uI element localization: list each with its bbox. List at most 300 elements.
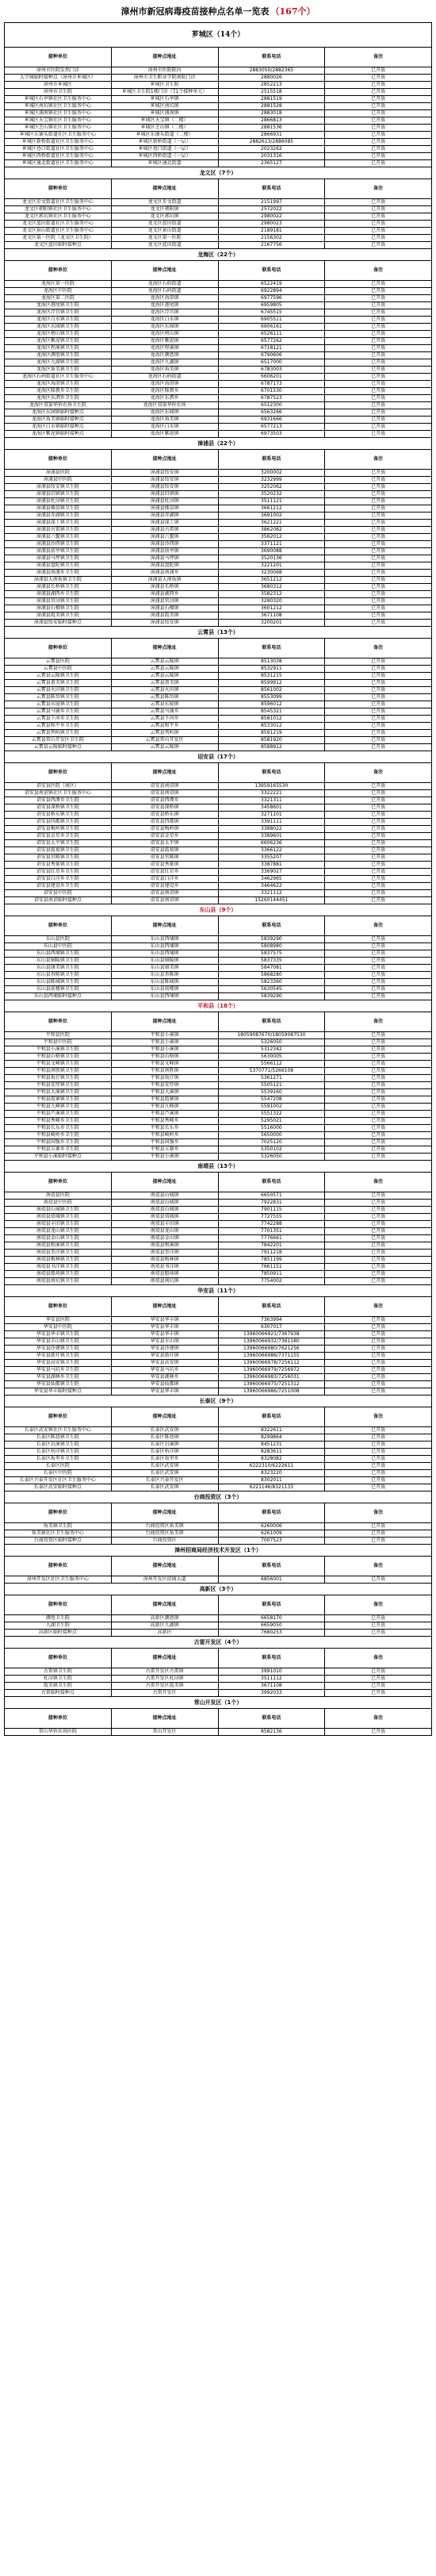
site-status: 已开放 bbox=[325, 1427, 432, 1434]
site-name: 龙海区九湖镇卫生院 bbox=[5, 359, 112, 367]
site-address: 古雷开发区杜浔镇 bbox=[111, 1676, 218, 1683]
site-phone: 6973503 bbox=[218, 431, 325, 438]
table-row bbox=[5, 958, 432, 965]
site-status: 已开放 bbox=[325, 352, 432, 359]
table-row bbox=[5, 1046, 432, 1054]
table-row bbox=[5, 883, 432, 890]
site-status: 已开放 bbox=[325, 1235, 432, 1242]
site-status: 已开放 bbox=[325, 797, 432, 804]
site-status: 已开放 bbox=[325, 730, 432, 737]
site-status: 已开放 bbox=[325, 1676, 432, 1683]
site-status: 已开放 bbox=[325, 1278, 432, 1285]
section-header-row bbox=[5, 751, 432, 763]
column-header-note: 备注 bbox=[325, 1297, 432, 1317]
table-row bbox=[5, 139, 432, 146]
site-status: 已开放 bbox=[325, 986, 432, 993]
site-address: 南靖县靖城镇 bbox=[111, 1214, 218, 1221]
site-name: 平和县大溪镇卫生院 bbox=[5, 1089, 112, 1096]
site-name: 芗城区东铺头街道社区卫生服务中心 bbox=[5, 132, 112, 139]
site-status: 已开放 bbox=[325, 1068, 432, 1075]
table-row bbox=[5, 612, 432, 620]
table-row bbox=[5, 1125, 432, 1132]
site-name: 平和县秀峰乡卫生院 bbox=[5, 1118, 112, 1125]
site-phone: 8591219 bbox=[218, 730, 325, 737]
site-status: 已开放 bbox=[325, 783, 432, 790]
site-name: 诏安县中医院 bbox=[5, 890, 112, 897]
site-phone: 13960066980/7621256 bbox=[218, 1346, 325, 1353]
table-row bbox=[5, 833, 432, 840]
site-name: 云霄县医院 bbox=[5, 658, 112, 666]
column-header-phone: 联系电话 bbox=[218, 1297, 325, 1317]
column-header-phone: 联系电话 bbox=[218, 1012, 325, 1032]
site-address: 云霄县陈岱镇 bbox=[111, 694, 218, 701]
site-status: 已开放 bbox=[325, 1622, 432, 1630]
section-header-row bbox=[5, 1285, 432, 1297]
site-status: 已开放 bbox=[325, 1668, 432, 1676]
site-status: 已开放 bbox=[325, 847, 432, 854]
site-phone: 18059087670/18059087530 bbox=[218, 1032, 325, 1039]
site-phone: 3562012 bbox=[218, 534, 325, 541]
site-status: 已开放 bbox=[325, 890, 432, 897]
site-phone: 7754002 bbox=[218, 1278, 325, 1285]
site-address: 诏安县四都镇 bbox=[111, 819, 218, 826]
site-phone: 3252062 bbox=[218, 484, 325, 491]
column-header-address: 接种点地址 bbox=[111, 763, 218, 783]
table-row bbox=[5, 206, 432, 213]
section-header-row bbox=[5, 167, 432, 179]
site-address: 云霄县列屿镇 bbox=[111, 730, 218, 737]
table-row bbox=[5, 1331, 432, 1338]
site-phone: 5868280 bbox=[218, 972, 325, 979]
site-status: 已开放 bbox=[325, 534, 432, 541]
title-text: 漳州市新冠病毒疫苗接种点名单一览表 bbox=[120, 6, 270, 17]
table-row bbox=[5, 1257, 432, 1264]
column-header-row bbox=[5, 916, 432, 936]
section-header: 高新区（3个） bbox=[5, 1584, 432, 1595]
site-name: 龙文区第一医院（龙文区卫生院） bbox=[5, 235, 112, 242]
site-status: 已开放 bbox=[325, 1367, 432, 1374]
site-status: 已开放 bbox=[325, 548, 432, 555]
table-row bbox=[5, 1278, 432, 1285]
site-status: 已开放 bbox=[325, 431, 432, 438]
site-status: 已开放 bbox=[325, 110, 432, 117]
site-phone: 5551322 bbox=[218, 1111, 325, 1118]
site-phone: 5350102 bbox=[218, 1146, 325, 1154]
site-status: 已开放 bbox=[325, 498, 432, 505]
table-row bbox=[5, 513, 432, 520]
site-address: 平和县南胜镇 bbox=[111, 1068, 218, 1075]
site-phone: 3862082 bbox=[218, 527, 325, 534]
table-row bbox=[5, 374, 432, 381]
site-phone: 6745515 bbox=[218, 309, 325, 317]
site-status: 已开放 bbox=[325, 288, 432, 295]
site-status: 已开放 bbox=[325, 331, 432, 338]
site-name: 南靖县和溪镇卫生院 bbox=[5, 1242, 112, 1250]
site-name: 长泰区枋洋镇卫生院 bbox=[5, 1449, 112, 1456]
section-header: 龙文区（7个） bbox=[5, 167, 432, 179]
site-phone: 6787523 bbox=[218, 395, 325, 402]
site-status: 已开放 bbox=[325, 584, 432, 591]
site-name: 平和县山格镇卫生院 bbox=[5, 1054, 112, 1061]
site-phone: 3671108 bbox=[218, 1683, 325, 1690]
table-row bbox=[5, 125, 432, 132]
site-name: 诏安县金星乡卫生院 bbox=[5, 833, 112, 840]
column-header-note: 备注 bbox=[325, 48, 432, 67]
column-header-note: 备注 bbox=[325, 1595, 432, 1615]
site-address: 南靖县梅林镇 bbox=[111, 1257, 218, 1264]
site-address: 平和县霞寨镇 bbox=[111, 1096, 218, 1104]
site-address: 漳州市卫生职业学院南院门诊 bbox=[111, 75, 218, 82]
site-status: 已开放 bbox=[325, 302, 432, 309]
column-header-phone: 联系电话 bbox=[218, 763, 325, 783]
site-status: 已开放 bbox=[325, 876, 432, 883]
site-phone: 2881528 bbox=[218, 103, 325, 110]
site-address: 诏安县白洋乡 bbox=[111, 876, 218, 883]
site-status: 已开放 bbox=[325, 1257, 432, 1264]
site-phone: 5839290 bbox=[218, 993, 325, 1000]
site-name: 漳浦县中医院 bbox=[5, 477, 112, 484]
table-row bbox=[5, 1146, 432, 1154]
column-header-row bbox=[5, 48, 432, 67]
site-name: 角美镇卫生院 bbox=[5, 1523, 112, 1530]
site-phone: 8513038 bbox=[218, 658, 325, 666]
site-name: 龙文区蓝田街道社区卫生服务中心 bbox=[5, 221, 112, 228]
site-phone: 6577213 bbox=[218, 424, 325, 431]
table-row bbox=[5, 89, 432, 96]
site-address: 诏安县官陂镇 bbox=[111, 854, 218, 862]
site-status: 已开放 bbox=[325, 1271, 432, 1278]
site-status: 已开放 bbox=[325, 883, 432, 890]
site-phone: 3232999 bbox=[218, 477, 325, 484]
site-address: 龙海区港尾镇 bbox=[111, 302, 218, 309]
site-phone: 6512300 bbox=[218, 402, 325, 409]
site-name: 漳浦县前亭镇卫生院 bbox=[5, 548, 112, 555]
site-status: 已开放 bbox=[325, 1346, 432, 1353]
table-row bbox=[5, 854, 432, 862]
site-address: 漳浦县前亭镇 bbox=[111, 548, 218, 555]
site-status: 已开放 bbox=[325, 1353, 432, 1360]
site-phone: 3387881 bbox=[218, 862, 325, 869]
site-name: 诏安县南诏临时接种点 bbox=[5, 897, 112, 904]
site-name: 南靖县奎洋镇卫生院 bbox=[5, 1250, 112, 1257]
site-name: 华安县仙都镇卫生院 bbox=[5, 1381, 112, 1388]
site-status: 已开放 bbox=[325, 324, 432, 331]
site-name: 颜厝卫生院 bbox=[5, 1615, 112, 1622]
site-status: 已开放 bbox=[325, 862, 432, 869]
site-status: 已开放 bbox=[325, 424, 432, 431]
section-header-row bbox=[5, 1637, 432, 1649]
site-status: 已开放 bbox=[325, 1324, 432, 1331]
site-address: 华安县沙建镇 bbox=[111, 1346, 218, 1353]
site-status: 已开放 bbox=[325, 708, 432, 716]
site-name: 诏安县梅岭镇卫生院 bbox=[5, 826, 112, 833]
site-address: 南靖县金山镇 bbox=[111, 1235, 218, 1242]
site-status: 已开放 bbox=[325, 1690, 432, 1697]
column-header-phone: 联系电话 bbox=[218, 261, 325, 281]
site-status: 已开放 bbox=[325, 1470, 432, 1477]
site-address: 东山县前楼镇 bbox=[111, 986, 218, 993]
column-header-site: 接种单位 bbox=[5, 450, 112, 470]
site-address: 漳浦县六鳌镇 bbox=[111, 534, 218, 541]
site-status: 已开放 bbox=[325, 854, 432, 862]
site-phone: 13960066986/7371155 bbox=[218, 1353, 325, 1360]
column-header-row bbox=[5, 1649, 432, 1668]
site-address: 华安县仙都镇 bbox=[111, 1381, 218, 1388]
table-row bbox=[5, 132, 432, 139]
site-address: 长泰区岩溪镇 bbox=[111, 1442, 218, 1449]
site-name: 漳州市医院发热门诊 bbox=[5, 67, 112, 75]
column-header-site: 接种单位 bbox=[5, 1503, 112, 1523]
table-row bbox=[5, 1221, 432, 1228]
site-name: 平和县文峰镇卫生院 bbox=[5, 1061, 112, 1068]
table-row bbox=[5, 1242, 432, 1250]
site-phone: 8328082 bbox=[218, 1456, 325, 1463]
column-header-phone: 联系电话 bbox=[218, 1173, 325, 1192]
table-row bbox=[5, 666, 432, 673]
site-status: 已开放 bbox=[325, 716, 432, 723]
site-phone: 7025120 bbox=[218, 1139, 325, 1146]
site-status: 已开放 bbox=[325, 388, 432, 395]
site-status: 已开放 bbox=[325, 527, 432, 534]
table-row bbox=[5, 723, 432, 730]
site-name: 漳浦县沙西镇卫生院 bbox=[5, 541, 112, 548]
site-address: 平和县小溪镇 bbox=[111, 1046, 218, 1054]
site-phone: 2031316 bbox=[218, 153, 325, 160]
site-status: 已开放 bbox=[325, 897, 432, 904]
site-name: 东山县中医院 bbox=[5, 943, 112, 950]
site-address: 华安县华丰镇 bbox=[111, 1324, 218, 1331]
site-address: 诏安县南诏镇 bbox=[111, 790, 218, 797]
site-address: 漳浦县旧镇镇 bbox=[111, 491, 218, 498]
site-name: 平和县芦溪镇卫生院 bbox=[5, 1111, 112, 1118]
site-phone: 3690088 bbox=[218, 548, 325, 555]
site-address: 诏安县霞葛镇 bbox=[111, 847, 218, 854]
site-status: 已开放 bbox=[325, 577, 432, 584]
site-status: 已开放 bbox=[325, 605, 432, 612]
site-address: 平和县小溪镇 bbox=[111, 1032, 218, 1039]
site-status: 已开放 bbox=[325, 598, 432, 605]
site-address: 南靖县山城镇 bbox=[111, 1200, 218, 1207]
site-phone: 13960066975/7251312 bbox=[218, 1381, 325, 1388]
table-row bbox=[5, 869, 432, 876]
site-address: 漳浦县古雷镇 bbox=[111, 527, 218, 534]
table-row bbox=[5, 498, 432, 505]
site-phone: 8323220 bbox=[218, 1470, 325, 1477]
site-name: 芗城区新桥街道社区卫生服务中心 bbox=[5, 139, 112, 146]
site-phone: 8299864 bbox=[218, 1434, 325, 1442]
site-phone: 3355207 bbox=[218, 854, 325, 862]
site-address: 平和县长乐乡 bbox=[111, 1125, 218, 1132]
site-name: 华安县沙建镇卫生院 bbox=[5, 1346, 112, 1353]
site-address: 龙海区石码街道 bbox=[111, 281, 218, 288]
site-address: 云霄县云陵镇 bbox=[111, 666, 218, 673]
site-phone: 3321311 bbox=[218, 797, 325, 804]
site-phone: 6977596 bbox=[218, 295, 325, 302]
table-row bbox=[5, 402, 432, 409]
table-row bbox=[5, 352, 432, 359]
site-phone: 2881536 bbox=[218, 125, 325, 132]
site-name: 华安县丰山镇卫生院 bbox=[5, 1338, 112, 1346]
site-name: 龙海区紫泥镇临时接种点 bbox=[5, 431, 112, 438]
site-address: 漳浦县官浔镇 bbox=[111, 598, 218, 605]
section-header: 南靖县（13个） bbox=[5, 1161, 432, 1173]
site-name: 长泰区陈巷镇卫生院 bbox=[5, 1434, 112, 1442]
table-row bbox=[5, 281, 432, 288]
site-address: 长泰区武安镇 bbox=[111, 1470, 218, 1477]
site-name: 漳浦县佛昙镇卫生院 bbox=[5, 505, 112, 513]
site-name: 平和县崎岭乡卫生院 bbox=[5, 1132, 112, 1139]
table-row bbox=[5, 309, 432, 317]
site-name: 芗城区石亭镇社区卫生服务中心 bbox=[5, 96, 112, 103]
site-name: 长泰区武安临时接种点 bbox=[5, 1484, 112, 1491]
site-status: 已开放 bbox=[325, 1729, 432, 1736]
column-header-address: 接种点地址 bbox=[111, 1503, 218, 1523]
site-name: 平和县霞寨镇卫生院 bbox=[5, 1096, 112, 1104]
site-name: 常山华侨农场医院 bbox=[5, 1729, 112, 1736]
site-address: 龙海区紫泥镇 bbox=[111, 338, 218, 345]
site-address: 东山县西埔镇 bbox=[111, 936, 218, 943]
site-address: 长泰区陈巷镇 bbox=[111, 1434, 218, 1442]
table-row bbox=[5, 110, 432, 117]
table-row bbox=[5, 1228, 432, 1235]
site-name: 龙海区程溪镇卫生院 bbox=[5, 345, 112, 352]
table-row bbox=[5, 1449, 432, 1456]
site-status: 已开放 bbox=[325, 1381, 432, 1388]
table-row bbox=[5, 673, 432, 680]
site-status: 已开放 bbox=[325, 228, 432, 235]
table-row bbox=[5, 620, 432, 627]
table-row bbox=[5, 716, 432, 723]
site-name: 漳州开发区社区卫生服务中心 bbox=[5, 1576, 112, 1584]
site-name: 东山县康美镇卫生院 bbox=[5, 965, 112, 972]
site-status: 已开放 bbox=[325, 491, 432, 498]
site-phone: 6261009 bbox=[218, 1530, 325, 1538]
table-row bbox=[5, 1111, 432, 1118]
site-status: 已开放 bbox=[325, 1125, 432, 1132]
site-status: 已开放 bbox=[325, 1146, 432, 1154]
site-name: 华安县湖林乡卫生院 bbox=[5, 1374, 112, 1381]
site-phone: 6905511 bbox=[218, 317, 325, 324]
site-name: 云霄县中医院 bbox=[5, 666, 112, 673]
site-phone: 5326050 bbox=[218, 1154, 325, 1161]
site-status: 已开放 bbox=[325, 505, 432, 513]
table-row bbox=[5, 1434, 432, 1442]
site-name: 龙海区中医院 bbox=[5, 288, 112, 295]
column-header-row bbox=[5, 1297, 432, 1317]
site-name: 南靖县船场镇卫生院 bbox=[5, 1271, 112, 1278]
table-row bbox=[5, 1538, 432, 1545]
site-status: 已开放 bbox=[325, 1463, 432, 1470]
site-status: 已开放 bbox=[325, 1039, 432, 1046]
table-row bbox=[5, 658, 432, 666]
site-phone: 5847081 bbox=[218, 965, 325, 972]
table-row bbox=[5, 1214, 432, 1221]
table-row bbox=[5, 744, 432, 751]
site-address: 南靖县书洋镇 bbox=[111, 1264, 218, 1271]
site-name: 诏安县南诏镇社区卫生服务中心 bbox=[5, 790, 112, 797]
column-header-row bbox=[5, 1595, 432, 1615]
site-address: 龙海区九湖镇 bbox=[111, 359, 218, 367]
site-phone: 3621221 bbox=[218, 520, 325, 527]
site-name: 漳浦县大南坂镇卫生院 bbox=[5, 577, 112, 584]
site-name: 长泰区岩溪镇卫生院 bbox=[5, 1442, 112, 1449]
site-status: 已开放 bbox=[325, 1032, 432, 1039]
site-phone: 8581012 bbox=[218, 716, 325, 723]
site-address: 古雷开发区古雷镇 bbox=[111, 1668, 218, 1676]
table-row bbox=[5, 1530, 432, 1538]
site-address: 龙海区隆教乡 bbox=[111, 388, 218, 395]
site-address: 平和县小溪镇 bbox=[111, 1154, 218, 1161]
site-name: 芗城区浦南镇社区卫生服务中心 bbox=[5, 110, 112, 117]
site-phone: 6522419 bbox=[218, 281, 325, 288]
site-name: 漳州市芗城区 bbox=[5, 82, 112, 89]
table-row bbox=[5, 242, 432, 249]
column-header-address: 接种点地址 bbox=[111, 639, 218, 658]
table-row bbox=[5, 381, 432, 388]
page-title bbox=[0, 0, 436, 22]
site-phone: 6783003 bbox=[218, 367, 325, 374]
section-header: 台商投资区（3个） bbox=[5, 1491, 432, 1503]
site-status: 已开放 bbox=[325, 1139, 432, 1146]
site-address: 古雷开发区 bbox=[111, 1690, 218, 1697]
site-address: 平和县小溪镇 bbox=[111, 1039, 218, 1046]
site-phone: 3680312 bbox=[218, 584, 325, 591]
site-status: 已开放 bbox=[325, 1615, 432, 1622]
site-name: 龙海区港尾镇卫生院 bbox=[5, 302, 112, 309]
site-name: 南靖县医院 bbox=[5, 1192, 112, 1200]
section-header-row bbox=[5, 1584, 432, 1595]
site-address: 台商投资区 bbox=[111, 1538, 218, 1545]
site-status: 已开放 bbox=[325, 417, 432, 424]
site-address: 龙海区石码街道 bbox=[111, 374, 218, 381]
table-row bbox=[5, 388, 432, 395]
section-header: 古雷开发区（4个） bbox=[5, 1637, 432, 1649]
site-address: 南靖县丰田镇 bbox=[111, 1221, 218, 1228]
table-row bbox=[5, 146, 432, 153]
site-address: 云霄县和平乡 bbox=[111, 723, 218, 730]
section-header: 长泰区（9个） bbox=[5, 1395, 432, 1407]
site-name: 龙文区郭坑镇社区卫生服务中心 bbox=[5, 213, 112, 221]
site-name: 平和县中医院 bbox=[5, 1039, 112, 1046]
site-phone: 7851199 bbox=[218, 1257, 325, 1264]
site-name: 龙海区角美镇卫生院 bbox=[5, 367, 112, 374]
site-phone: 8545321 bbox=[218, 708, 325, 716]
site-phone: 6906161 bbox=[218, 324, 325, 331]
table-row bbox=[5, 598, 432, 605]
table-row bbox=[5, 1154, 432, 1161]
site-phone: 8582136 bbox=[218, 1729, 325, 1736]
table-row bbox=[5, 862, 432, 869]
site-phone: 8283611 bbox=[218, 1449, 325, 1456]
site-phone: 6959805 bbox=[218, 302, 325, 309]
site-status: 已开放 bbox=[325, 1207, 432, 1214]
site-name: 云霄县陈岱镇卫生院 bbox=[5, 694, 112, 701]
table-row bbox=[5, 1523, 432, 1530]
table-row bbox=[5, 694, 432, 701]
site-address: 龙海区白水镇 bbox=[111, 317, 218, 324]
site-phone: 7901115 bbox=[218, 1207, 325, 1214]
table-row bbox=[5, 541, 432, 548]
table-row bbox=[5, 943, 432, 950]
column-header-site: 接种单位 bbox=[5, 639, 112, 658]
table-row bbox=[5, 1729, 432, 1736]
site-name: 华安县医院 bbox=[5, 1317, 112, 1324]
column-header-note: 备注 bbox=[325, 916, 432, 936]
table-row bbox=[5, 424, 432, 431]
site-name: 漳浦县旧镇镇卫生院 bbox=[5, 491, 112, 498]
site-status: 已开放 bbox=[325, 395, 432, 402]
table-row bbox=[5, 295, 432, 302]
